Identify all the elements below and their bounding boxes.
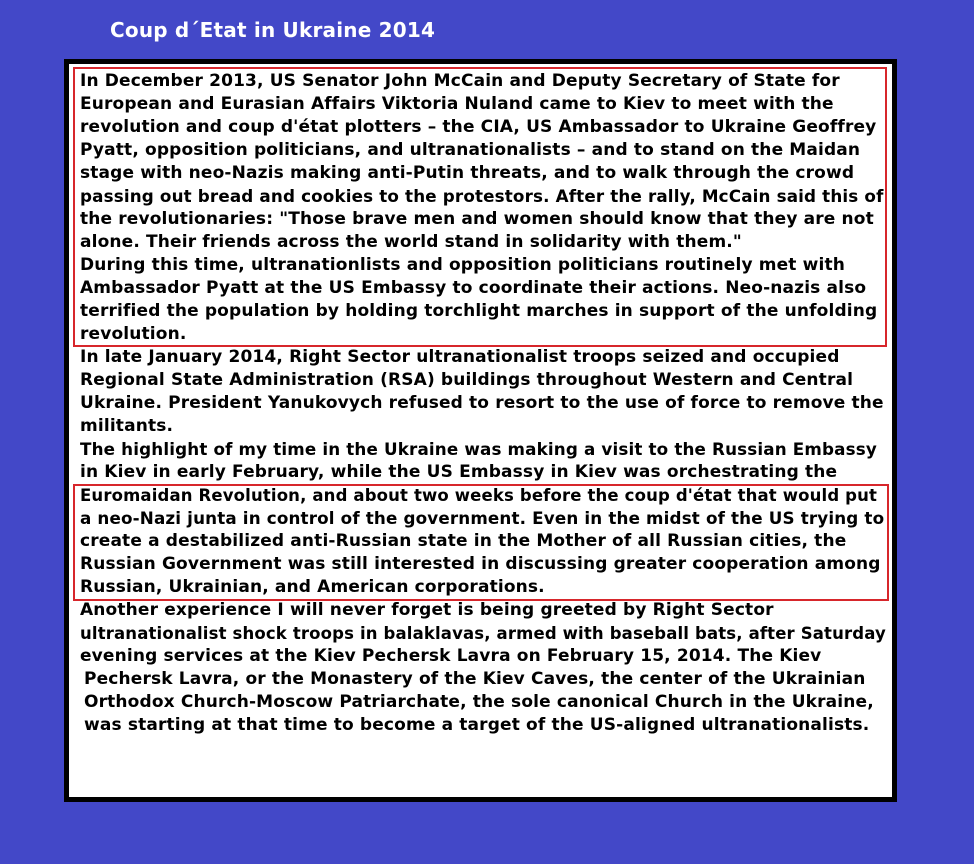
text-line: Pyatt, opposition politicians, and ultranationalists – and to stand on the Maidan: [80, 140, 861, 160]
text-line: Regional State Administration (RSA) buildings throughout Western and Central: [80, 370, 854, 390]
text-line: In December 2013, US Senator John McCain and Deputy Secretary of State for: [80, 71, 840, 91]
text-line: European and Eurasian Affairs Viktoria Nuland came to Kiev to meet with the: [80, 94, 834, 114]
text-line: was starting at that time to become a target of the US-aligned ultranationalists.: [84, 715, 870, 735]
text-line: in Kiev in early February, while the US Embassy in Kiev was orchestrating the: [80, 462, 838, 482]
text-line: In late January 2014, Right Sector ultranationalist troops seized and occupied: [80, 347, 840, 367]
text-line: The highlight of my time in the Ukraine was making a visit to the Russian Embassy: [80, 439, 877, 459]
text-line: Another experience I will never forget is being greeted by Right Sector: [80, 600, 774, 620]
text-line: Euromaidan Revolution, and about two weeks before the coup d'état that would put: [80, 486, 878, 505]
text-line: During this time, ultranationlists and opposition politicians routinely met with: [80, 255, 845, 275]
text-line: revolution and coup d'état plotters – the CIA, US Ambassador to Ukraine Geoffrey: [80, 117, 877, 137]
text-line: evening services at the Kiev Pechersk Lavra on February 15, 2014. The Kiev: [80, 646, 822, 666]
text-line: Ambassador Pyatt at the US Embassy to coordinate their actions. Neo-nazis also: [80, 278, 867, 298]
text-line: revolution.: [80, 324, 187, 344]
text-line: Russian Government was still interested in discussing greater cooperation among: [80, 554, 881, 574]
text-line: Orthodox Church-Moscow Patriarchate, the sole canonical Church in the Ukraine,: [84, 692, 874, 712]
highlight-box-middle: [73, 484, 889, 601]
text-line: stage with neo-Nazis making anti-Putin threats, and to walk through the crowd: [80, 163, 855, 183]
text-line: Russian, Ukrainian, and American corporations.: [80, 577, 545, 597]
text-line: Ukraine. President Yanukovych refused to resort to the use of force to remove the: [80, 393, 884, 413]
text-line: militants.: [80, 416, 174, 436]
text-line: Pechersk Lavra, or the Monastery of the Kiev Caves, the center of the Ukrainian: [84, 669, 866, 689]
page-title: Coup d´Etat in Ukraine 2014: [110, 18, 436, 42]
text-line: ultranationalist shock troops in balaklavas, armed with baseball bats, after Saturday: [80, 624, 886, 643]
highlight-box-top: [73, 67, 887, 347]
text-line: alone. Their friends across the world stand in solidarity with them.": [80, 232, 742, 252]
text-line: terrified the population by holding torchlight marches in support of the unfolding: [80, 301, 878, 321]
text-line: the revolutionaries: "Those brave men and women should know that they are not: [80, 209, 874, 229]
text-line: create a destabilized anti-Russian state in the Mother of all Russian cities, the: [80, 531, 847, 551]
text-line: a neo-Nazi junta in control of the government. Even in the midst of the US trying to: [80, 508, 885, 528]
text-line: passing out bread and cookies to the protestors. After the rally, McCain said this of: [80, 186, 884, 206]
